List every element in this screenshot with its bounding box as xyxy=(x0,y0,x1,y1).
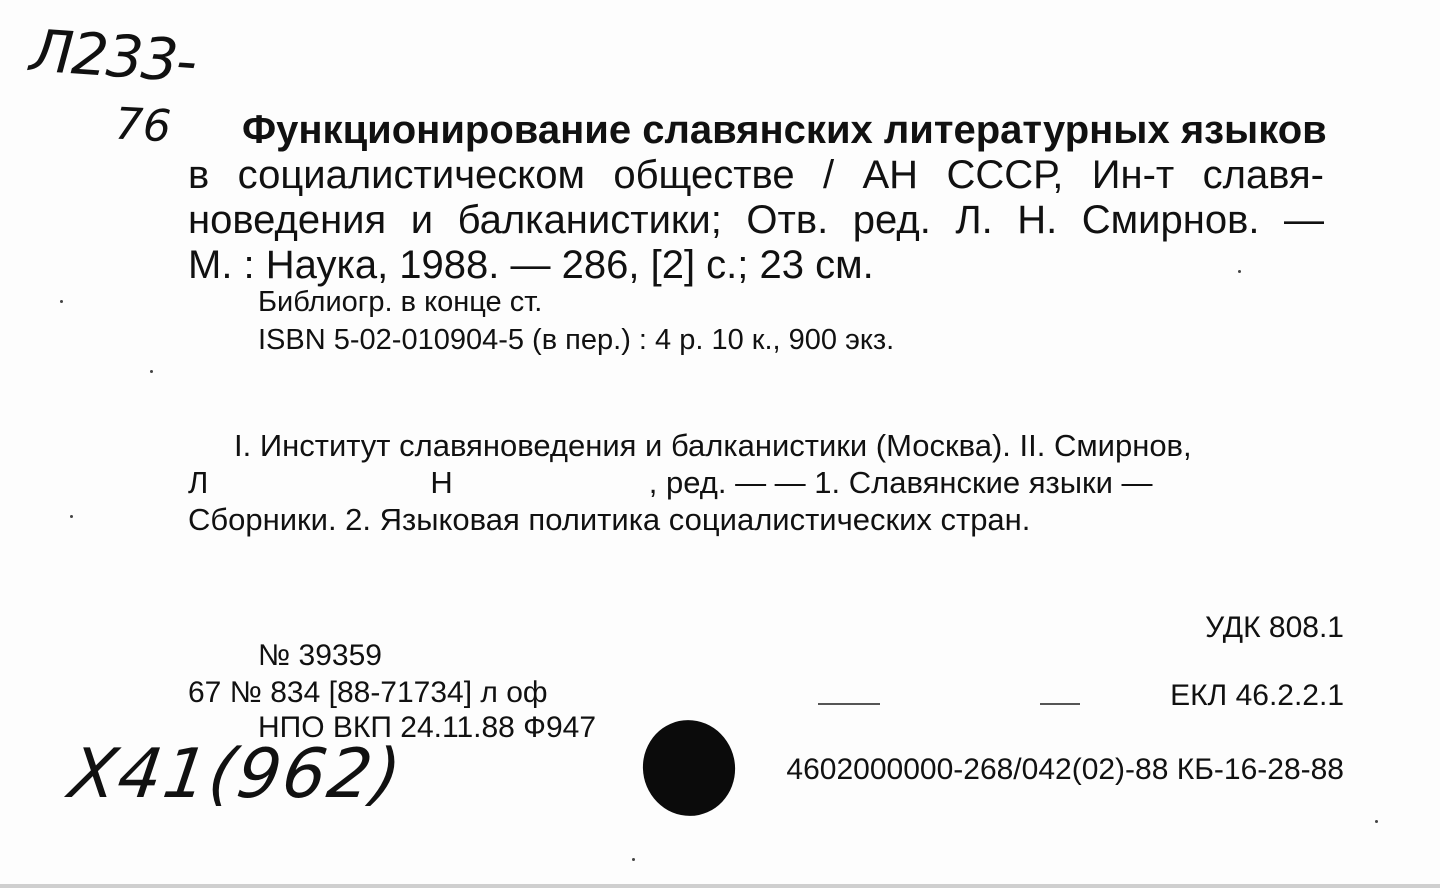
speck xyxy=(150,370,153,373)
speck xyxy=(60,300,63,303)
separator-dash xyxy=(1040,703,1080,705)
print-order: 67 № 834 [88-71734] л оф xyxy=(188,676,548,709)
speck xyxy=(1238,270,1241,273)
title-line: Функционирование славянских литературных языков xyxy=(242,108,1327,152)
handwritten-shelf-mark: Х41(962) xyxy=(64,735,408,814)
initial-n: Н xyxy=(430,465,453,500)
speck xyxy=(632,858,635,861)
subject-line: Сборники. 2. Языковая политика социалистических стран. xyxy=(188,502,1031,537)
udk-code: УДК 808.1 xyxy=(1205,611,1344,644)
description-line: новедения и балканистики; Отв. ред. Л. Н. Смирнов. — xyxy=(188,198,1324,242)
isbn-line: ISBN 5-02-010904-5 (в пер.) : 4 р. 10 к., 900 экз. xyxy=(258,324,895,356)
initial-l: Л xyxy=(188,465,209,500)
handwritten-call-number: Л233- xyxy=(27,16,198,96)
handwritten-call-number-suffix: 76 xyxy=(113,98,173,153)
card-number: № 39359 xyxy=(258,639,382,672)
speck xyxy=(70,515,73,518)
subject-line-tail: , ред. — — 1. Славянские языки — xyxy=(648,465,1153,500)
imprint-line: М. : Наука, 1988. — 286, [2] с.; 23 см. xyxy=(188,243,874,287)
subject-line: I. Институт славяноведения и балканистики (Москва). II. Смирнов, xyxy=(234,428,1192,463)
notes-block xyxy=(258,283,894,359)
description-line: в социалистическом обществе / АН СССР, Ин-т славя- xyxy=(188,153,1324,197)
publisher-code: 4602000000-268/042(02)-88 КБ-16-28-88 xyxy=(786,753,1344,786)
separator-dash xyxy=(818,703,880,705)
punch-hole xyxy=(634,711,744,824)
printer-info: НПО ВКП 24.11.88 Ф947 xyxy=(258,711,597,744)
speck xyxy=(1375,820,1378,823)
scan-edge xyxy=(0,884,1440,888)
bibliographic-description xyxy=(188,108,1327,288)
bibliography-note: Библиогр. в конце ст. xyxy=(258,286,543,318)
subject-headings xyxy=(188,427,1324,538)
subject-line xyxy=(188,464,1324,501)
ekl-code: ЕКЛ 46.2.2.1 xyxy=(1170,679,1344,712)
